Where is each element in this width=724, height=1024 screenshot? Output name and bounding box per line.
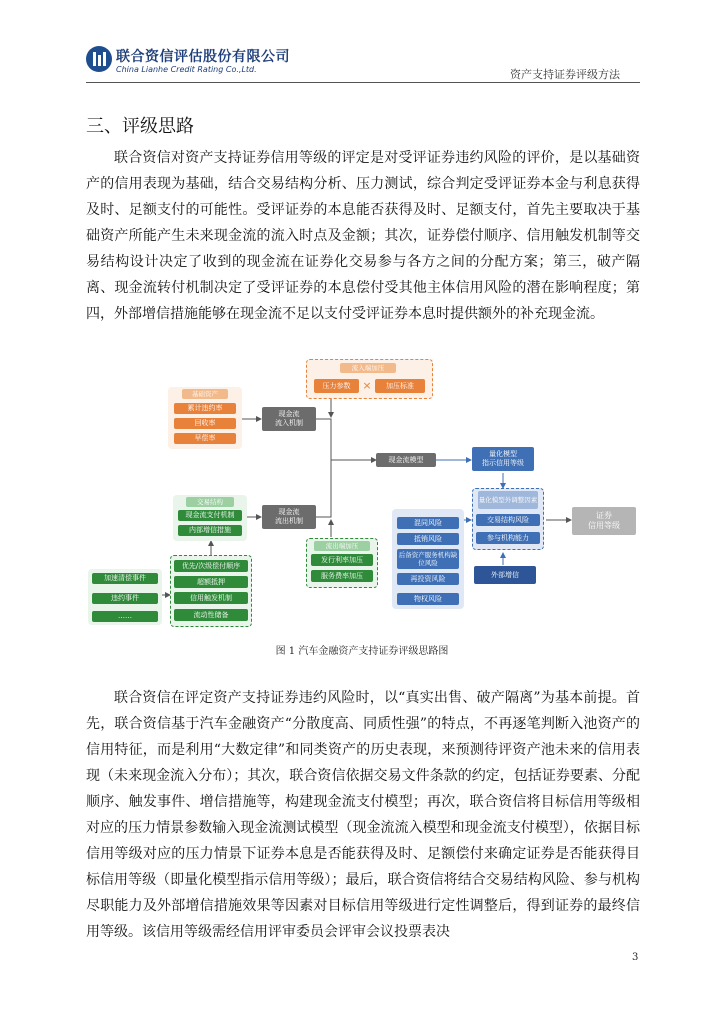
- stress-param-box: 压力参数: [314, 379, 359, 393]
- times-symbol: ×: [362, 379, 372, 392]
- outflow-stress-title: 流出端加压: [314, 541, 370, 551]
- company-name-en: China Lianhe Credit Rating Co.,Ltd.: [116, 65, 257, 74]
- paragraph: 联合资信对资产支持证券信用等级的评定是对受评证券违约风险的评价，是以基础资产的信用表现为基础，结合交易结构分析、压力测试，综合判定受评证券本金与利息获得及时、足额支付的可能性。受评证券的本息能否获得及时、足额支付，首先主要取决于基础资产所能产生未来现金流的流入时点及金额；其次，证券偿付顺序、信用触发机制等交易结构设计决定了收到的现金流在证券化交易参与各方之间的分配方案；第三，破产隔离、现金流转付机制决定了受评证券的本息偿付受其他主体信用风险的潜在影响程度；第四，外部增信措施能够在现金流不足以支付受评证券本息时提供额外的补充现金流。: [86, 150, 640, 322]
- trade-structure-item: 内部增信措施: [178, 525, 242, 536]
- document-title: 资产支持证券评级方法: [510, 68, 620, 81]
- figure-caption: 图 1 汽车金融资产支持证券评级思路图: [275, 646, 449, 657]
- company-logo: [86, 46, 112, 72]
- company-name-cn: 联合资信评估股份有限公司: [116, 49, 290, 65]
- paragraph: 联合资信在评定资产支持证券违约风险时，以“真实出售、破产隔离”为基本前提。首先，联合资信基于汽车金融资产“分散度高、同质性强”的特点，不再逐笔判断入池资产的信用特征，而是利用“大数定律”和同类资产的历史表现，来预测待评资产池未来的信用表现（未来现金流入分布）；其次，联合资信依据交易文件条款的约定，包括证券要素、分配顺序、触发事件、增信措施等，构建现金流支付模型；再次，联合资信将目标信用等级相对应的压力情景参数输入现金流测试模型（现金流流入模型和现金流支付模型），依据目标信用等级对应的压力情景下证券本息是否能获得及时、足额偿付来确定证券是否能获得目标信用等级（即量化模型指示信用等级）；最后，联合资信将结合交易结构风险、参与机构尽职能力及外部增信措施效果等因素对目标信用等级进行定性调整后，得到证券的最终信用等级。该信用等级需经信用评审委员会评审会议投票表决: [86, 690, 640, 940]
- trade-structure-item: 现金流支付机制: [178, 510, 242, 521]
- risk-item: 后备资产服务机构缺位风险: [398, 551, 458, 567]
- final-rating-box: 证券 信用等级: [572, 507, 636, 535]
- stress-standard-box: 加压标准: [375, 379, 425, 393]
- structure-item: 优先/次级偿付顺序: [174, 560, 248, 572]
- inflow-stress-title: 流入端加压: [340, 363, 396, 373]
- risk-item: 再投资风险: [397, 573, 459, 585]
- outflow-stress-item: 服务费率加压: [311, 570, 373, 582]
- base-asset-item: 回收率: [174, 418, 236, 429]
- risk-item: 抵销风险: [397, 533, 459, 545]
- quant-model-box: 量化模型 指示信用等级: [472, 447, 534, 471]
- inflow-mechanism-box: 现金流 流入机制: [262, 407, 316, 431]
- external-enhancement-box: 外部增信: [474, 566, 536, 584]
- factors-title: 量化模型外调整因素: [478, 491, 538, 509]
- section-heading: 三、评级思路: [86, 116, 194, 137]
- event-item: 违约事件: [92, 593, 158, 604]
- structure-item: 信用触发机制: [174, 592, 248, 604]
- factor-item: 交易结构风险: [476, 514, 540, 526]
- structure-item: 流动性储备: [174, 609, 248, 621]
- base-asset-item: 早偿率: [174, 433, 236, 444]
- base-asset-title: 基础资产: [182, 389, 228, 399]
- risk-item: 物权风险: [397, 593, 459, 605]
- outflow-mechanism-box: 现金流 流出机制: [262, 505, 316, 529]
- factor-item: 参与机构能力: [476, 532, 540, 544]
- cashflow-model-box: 现金流模型: [376, 453, 436, 467]
- event-item: ……: [92, 611, 158, 622]
- outflow-stress-item: 发行利率加压: [311, 554, 373, 566]
- page-number: 3: [632, 952, 639, 963]
- event-item: 加速清偿事件: [92, 573, 158, 584]
- structure-item: 超额抵押: [174, 576, 248, 588]
- header-divider: [86, 82, 640, 83]
- risk-item: 混同风险: [397, 517, 459, 529]
- trade-structure-title: 交易结构: [186, 497, 234, 507]
- rating-flow-diagram: [86, 357, 640, 632]
- base-asset-item: 累计违约率: [174, 403, 236, 414]
